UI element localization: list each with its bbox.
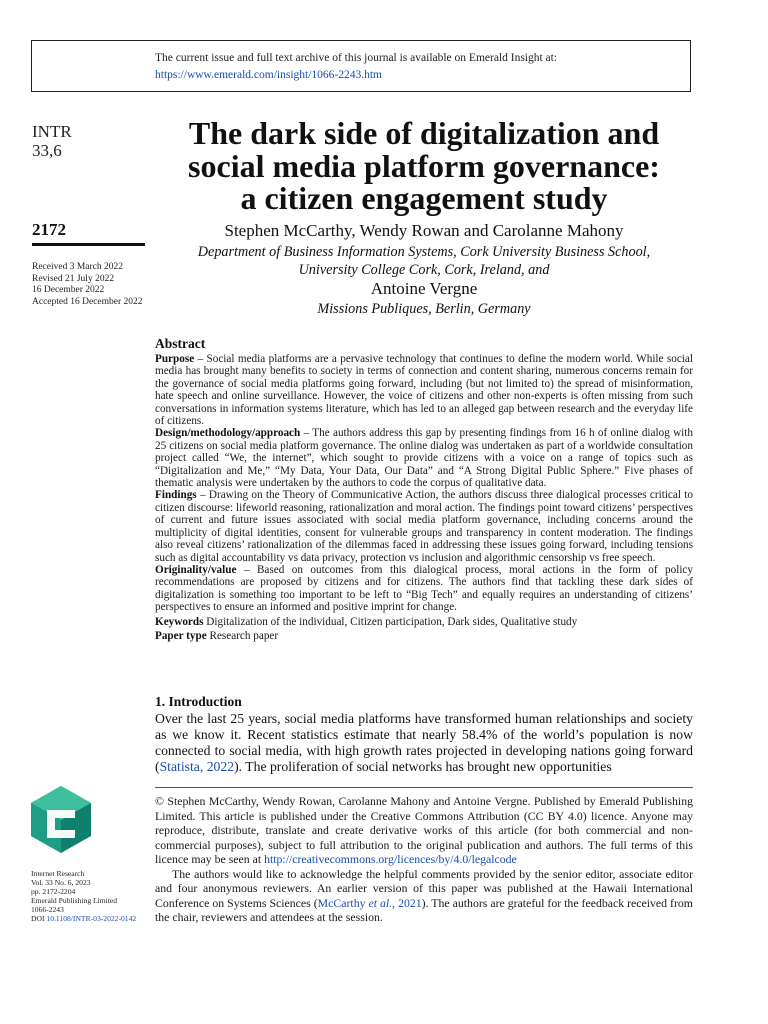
journal-pages: pp. 2172-2204 — [31, 887, 76, 896]
ack-text: ). The authors are grateful for the feedback received from the chair, reviewers and attendees at the session. — [155, 895, 693, 924]
volume-issue: 33,6 — [32, 141, 62, 160]
emerald-logo-icon — [31, 786, 91, 853]
ack-text: The authors would like to acknowledge the helpful comments provided by the senior editor, associate editor and four anonymous reviewers. An earlier version of this paper was published at the Hawaii International Conference on Systems Sciences ( — [155, 866, 693, 910]
journal-url-link[interactable]: https://www.emerald.com/insight/1066-2243.htm — [155, 69, 382, 81]
banner-text: The current issue and full text archive of this journal is available on Emerald Insight at: — [155, 52, 558, 64]
paper-type — [155, 630, 693, 642]
ack-cite-author: McCarthy — [317, 895, 369, 910]
abstract-label: Design/methodology/approach — [155, 427, 301, 440]
affiliation-2: Missions Publiques, Berlin, Germany — [317, 301, 531, 317]
journal-code — [32, 122, 72, 160]
ack-cite-year: , 2021 — [392, 895, 422, 910]
intro-text: Over the last 25 years, social media platforms have transformed human relationships and society as we know it. Recent statistics estimate that nearly 58.4% of the world’s population is now connected to social media, with high growth rates projected in developing nations going forward ( — [155, 711, 693, 774]
page-number: 2172 — [32, 220, 66, 239]
authors: Stephen McCarthy, Wendy Rowan and Carolanne Mahony — [224, 221, 624, 240]
doi-line — [31, 914, 136, 923]
abstract-design — [155, 427, 693, 489]
abstract-text: – Social media platforms are a pervasive technology that continues to define the modern world. While social media has brought many benefits to society in terms of connection and content sharing, numerous concerns remain for the governance of social media platforms going forward, including (but not limited to) the spread of misinformation, hate speech and online surveillance. However, the voice of citizens and other non-experts is often missing from such conversations in information systems literature, which has led to an alleged gap between research and the everyday life of citizens. — [155, 353, 693, 428]
paper-type-label: Paper type — [155, 629, 207, 642]
journal-abbrev: INTR — [32, 122, 72, 141]
journal-publisher: Emerald Publishing Limited — [31, 896, 118, 905]
abstract-originality — [155, 564, 693, 614]
journal-volume: Vol. 33 No. 6, 2023 — [31, 878, 91, 887]
footnote-divider — [155, 787, 693, 788]
keywords-label: Keywords — [155, 615, 204, 628]
acknowledgement-note — [155, 867, 693, 925]
abstract-label: Findings — [155, 489, 197, 502]
journal-availability-banner — [31, 40, 691, 92]
date-accepted: Accepted 16 December 2022 — [32, 296, 143, 307]
title-line: The dark side of digitalization and — [188, 115, 660, 151]
affiliation: Department of Business Information Systems, Cork University Business School, — [197, 244, 651, 260]
doi-link[interactable]: 10.1108/INTR-03-2022-0142 — [46, 914, 137, 923]
abstract-text: – Drawing on the Theory of Communicative Action, the authors discuss three dialogical processes critical to citizen discourse: lifeworld reasoning, rationalization and moral action. The findings point toward citizens’ perspectives of current and future issues associated with social media platform governance, including concerns around the multiplicity of digital identities, consent for vulnerable groups and transparency in content moderation. The findings also reveal citizens’ rationalization of the dilemmas faced in addressing these issues going forward, including tensions such as digital accountability vs data privacy, protection vs inclusion and algorithmic censorship vs free speech. — [155, 489, 693, 564]
intro-text: ). The proliferation of social networks has brought new opportunities — [234, 759, 612, 774]
date-revised-2: 16 December 2022 — [32, 285, 105, 295]
license-url-link[interactable]: http://creativecommons.org/licences/by/4.0/legalcode — [264, 852, 517, 866]
abstract-label: Purpose — [155, 353, 195, 365]
footnotes — [155, 794, 693, 925]
abstract-label: Originality/value — [155, 563, 237, 576]
paper-title — [150, 117, 698, 215]
license-note — [155, 794, 693, 867]
ack-citation-link[interactable] — [318, 896, 422, 910]
doi-label: DOI — [31, 914, 47, 923]
page-number-rule — [32, 243, 145, 246]
introduction-paragraph — [155, 711, 693, 775]
journal-issn: 1066-2243 — [31, 905, 64, 914]
affiliation: University College Cork, Cork, Ireland, and — [298, 262, 550, 278]
abstract-heading: Abstract — [155, 336, 206, 351]
paper-type-text: Research paper — [206, 629, 279, 642]
abstract-purpose — [155, 353, 693, 427]
citation-link[interactable]: Statista, 2022 — [159, 759, 235, 774]
abstract-body — [155, 353, 693, 642]
journal-metadata — [31, 869, 136, 923]
abstract-findings — [155, 489, 693, 563]
license-text: © Stephen McCarthy, Wendy Rowan, Carolanne Mahony and Antoine Vergne. Published by Emerald Publishing Limited. This article is published under the Creative Commons Attribution (CC BY 4.0) licence. Anyone may reproduce, distribute, translate and create derivative works of this article (for both commercial and non-commercial purposes), subject to full attribution to the original publication and authors. The full terms of this licence may be seen at — [155, 794, 693, 866]
introduction-heading: 1. Introduction — [155, 694, 242, 709]
ack-cite-etal: et al. — [368, 895, 393, 910]
keywords-text: Digitalization of the individual, Citizen participation, Dark sides, Qualitative study — [203, 615, 578, 628]
title-line: social media platform governance: — [188, 147, 660, 184]
date-revised: Revised 21 July 2022 — [32, 273, 115, 284]
author-second-affiliation: Antoine Vergne — [370, 279, 478, 298]
journal-name: Internet Research — [31, 869, 85, 878]
title-line: a citizen engagement study — [240, 180, 608, 216]
abstract-text: – Based on outcomes from this dialogical process, moral actions in the form of policy recommendations are proposed by citizens and for citizens. The authors find that tackling these dark sides of digitalization is something too important to be left to “Big Tech” and equally requires an understanding of citizens’ perspectives to ensure an informed and positive imprint for change. — [155, 563, 693, 614]
keywords — [155, 616, 693, 628]
article-history — [32, 262, 143, 308]
date-received: Received 3 March 2022 — [32, 262, 124, 272]
abstract-text: – The authors address this gap by presenting findings from 16 h of online dialog with 25 citizens on social media platform governance. The online dialog was undertaken as part of a worldwide consultation project called “We, the internet”, which sought to provide citizens with a voice on a range of topics such as “Digitalization and Me,” “My Data, Your Data, Our Data” and “A Strong Digital Public Sphere.” Five phases of thematic analysis were undertaken by the authors to code the corpus of qualitative data. — [155, 427, 693, 490]
